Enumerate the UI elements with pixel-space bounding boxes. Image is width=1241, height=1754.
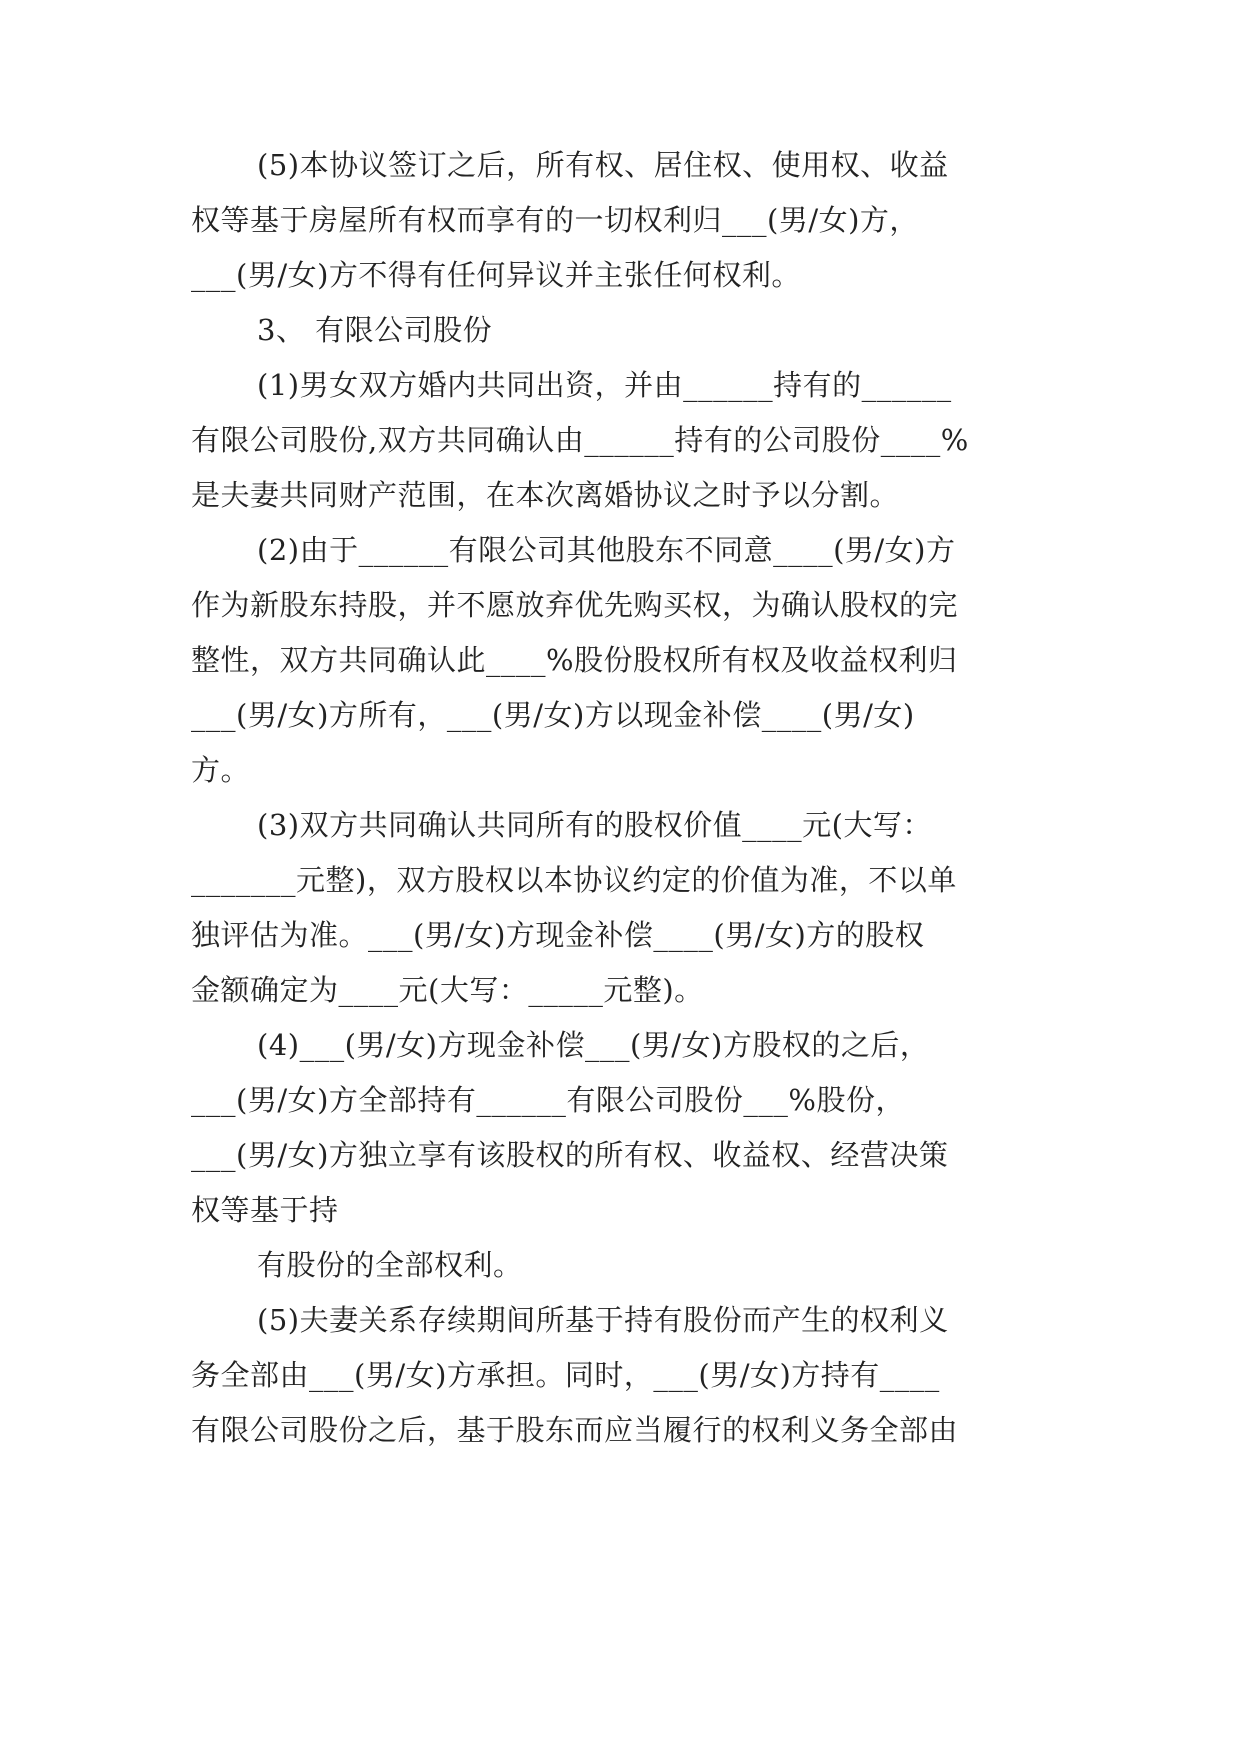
paragraph-text: _______元整)，双方股权以本协议约定的价值为准，不以单: [191, 863, 957, 897]
text-line: [0, 360, 1241, 410]
text-line: [0, 1185, 1241, 1235]
paragraph-text: (5)夫妻关系存续期间所基于持有股份而产生的权利义: [257, 1303, 949, 1337]
text-line: [0, 800, 1241, 850]
paragraph-text: ___(男/女)方全部持有______有限公司股份___%股份，: [191, 1083, 905, 1117]
paragraph-text: (5)本协议签订之后，所有权、居住权、使用权、收益: [257, 148, 949, 182]
paragraph-text: (3)双方共同确认共同所有的股权价值____元(大写：: [257, 808, 932, 842]
paragraph-text: 作为新股东持股，并不愿放弃优先购买权，为确认股权的完: [191, 588, 959, 622]
paragraph-text: 有股份的全部权利。: [257, 1248, 523, 1282]
text-line: [0, 1240, 1241, 1290]
text-line: [0, 1130, 1241, 1180]
text-line: [0, 1405, 1241, 1455]
text-line: [0, 140, 1241, 190]
paragraph-text: 权等基于房屋所有权而享有的一切权利归___(男/女)方，: [191, 203, 919, 237]
paragraph-text: ___(男/女)方不得有任何异议并主张任何权利。: [191, 258, 801, 292]
text-line: [0, 1295, 1241, 1345]
paragraph-text: 有限公司股份,双方共同确认由______持有的公司股份____%: [191, 423, 969, 457]
text-line: [0, 1350, 1241, 1400]
section-heading: 3、 有限公司股份: [257, 313, 493, 347]
paragraph-text: 独评估为准。___(男/女)方现金补偿____(男/女)方的股权: [191, 918, 925, 952]
text-line: [0, 910, 1241, 960]
paragraph-text: 务全部由___(男/女)方承担。同时，___(男/女)方持有____: [191, 1358, 940, 1392]
paragraph-text: 金额确定为____元(大写：_____元整)。: [191, 973, 704, 1007]
text-line: [0, 580, 1241, 630]
paragraph-text: ___(男/女)方所有，___(男/女)方以现金补偿____(男/女): [191, 698, 915, 732]
text-line: [0, 305, 1241, 355]
text-line: [0, 1020, 1241, 1070]
paragraph-text: 权等基于持: [191, 1193, 339, 1227]
text-line: [0, 525, 1241, 575]
text-line: [0, 195, 1241, 245]
paragraph-text: 是夫妻共同财产范围，在本次离婚协议之时予以分割。: [191, 478, 900, 512]
text-line: [0, 1075, 1241, 1125]
text-line: [0, 250, 1241, 300]
paragraph-text: (2)由于______有限公司其他股东不同意____(男/女)方: [257, 533, 956, 567]
text-line: [0, 415, 1241, 465]
paragraph-text: (1)男女双方婚内共同出资，并由______持有的______: [257, 368, 952, 402]
paragraph-text: 方。: [191, 753, 251, 787]
text-line: [0, 635, 1241, 685]
text-line: [0, 965, 1241, 1015]
text-line: [0, 470, 1241, 520]
text-line: [0, 690, 1241, 740]
paragraph-text: ___(男/女)方独立享有该股权的所有权、收益权、经营决策: [191, 1138, 949, 1172]
text-line: [0, 855, 1241, 905]
text-line: [0, 745, 1241, 795]
paragraph-text: 有限公司股份之后，基于股东而应当履行的权利义务全部由: [191, 1413, 959, 1447]
paragraph-text: (4)___(男/女)方现金补偿___(男/女)方股权的之后，: [257, 1028, 930, 1062]
paragraph-text: 整性，双方共同确认此____%股份股权所有权及收益权利归: [191, 643, 958, 677]
